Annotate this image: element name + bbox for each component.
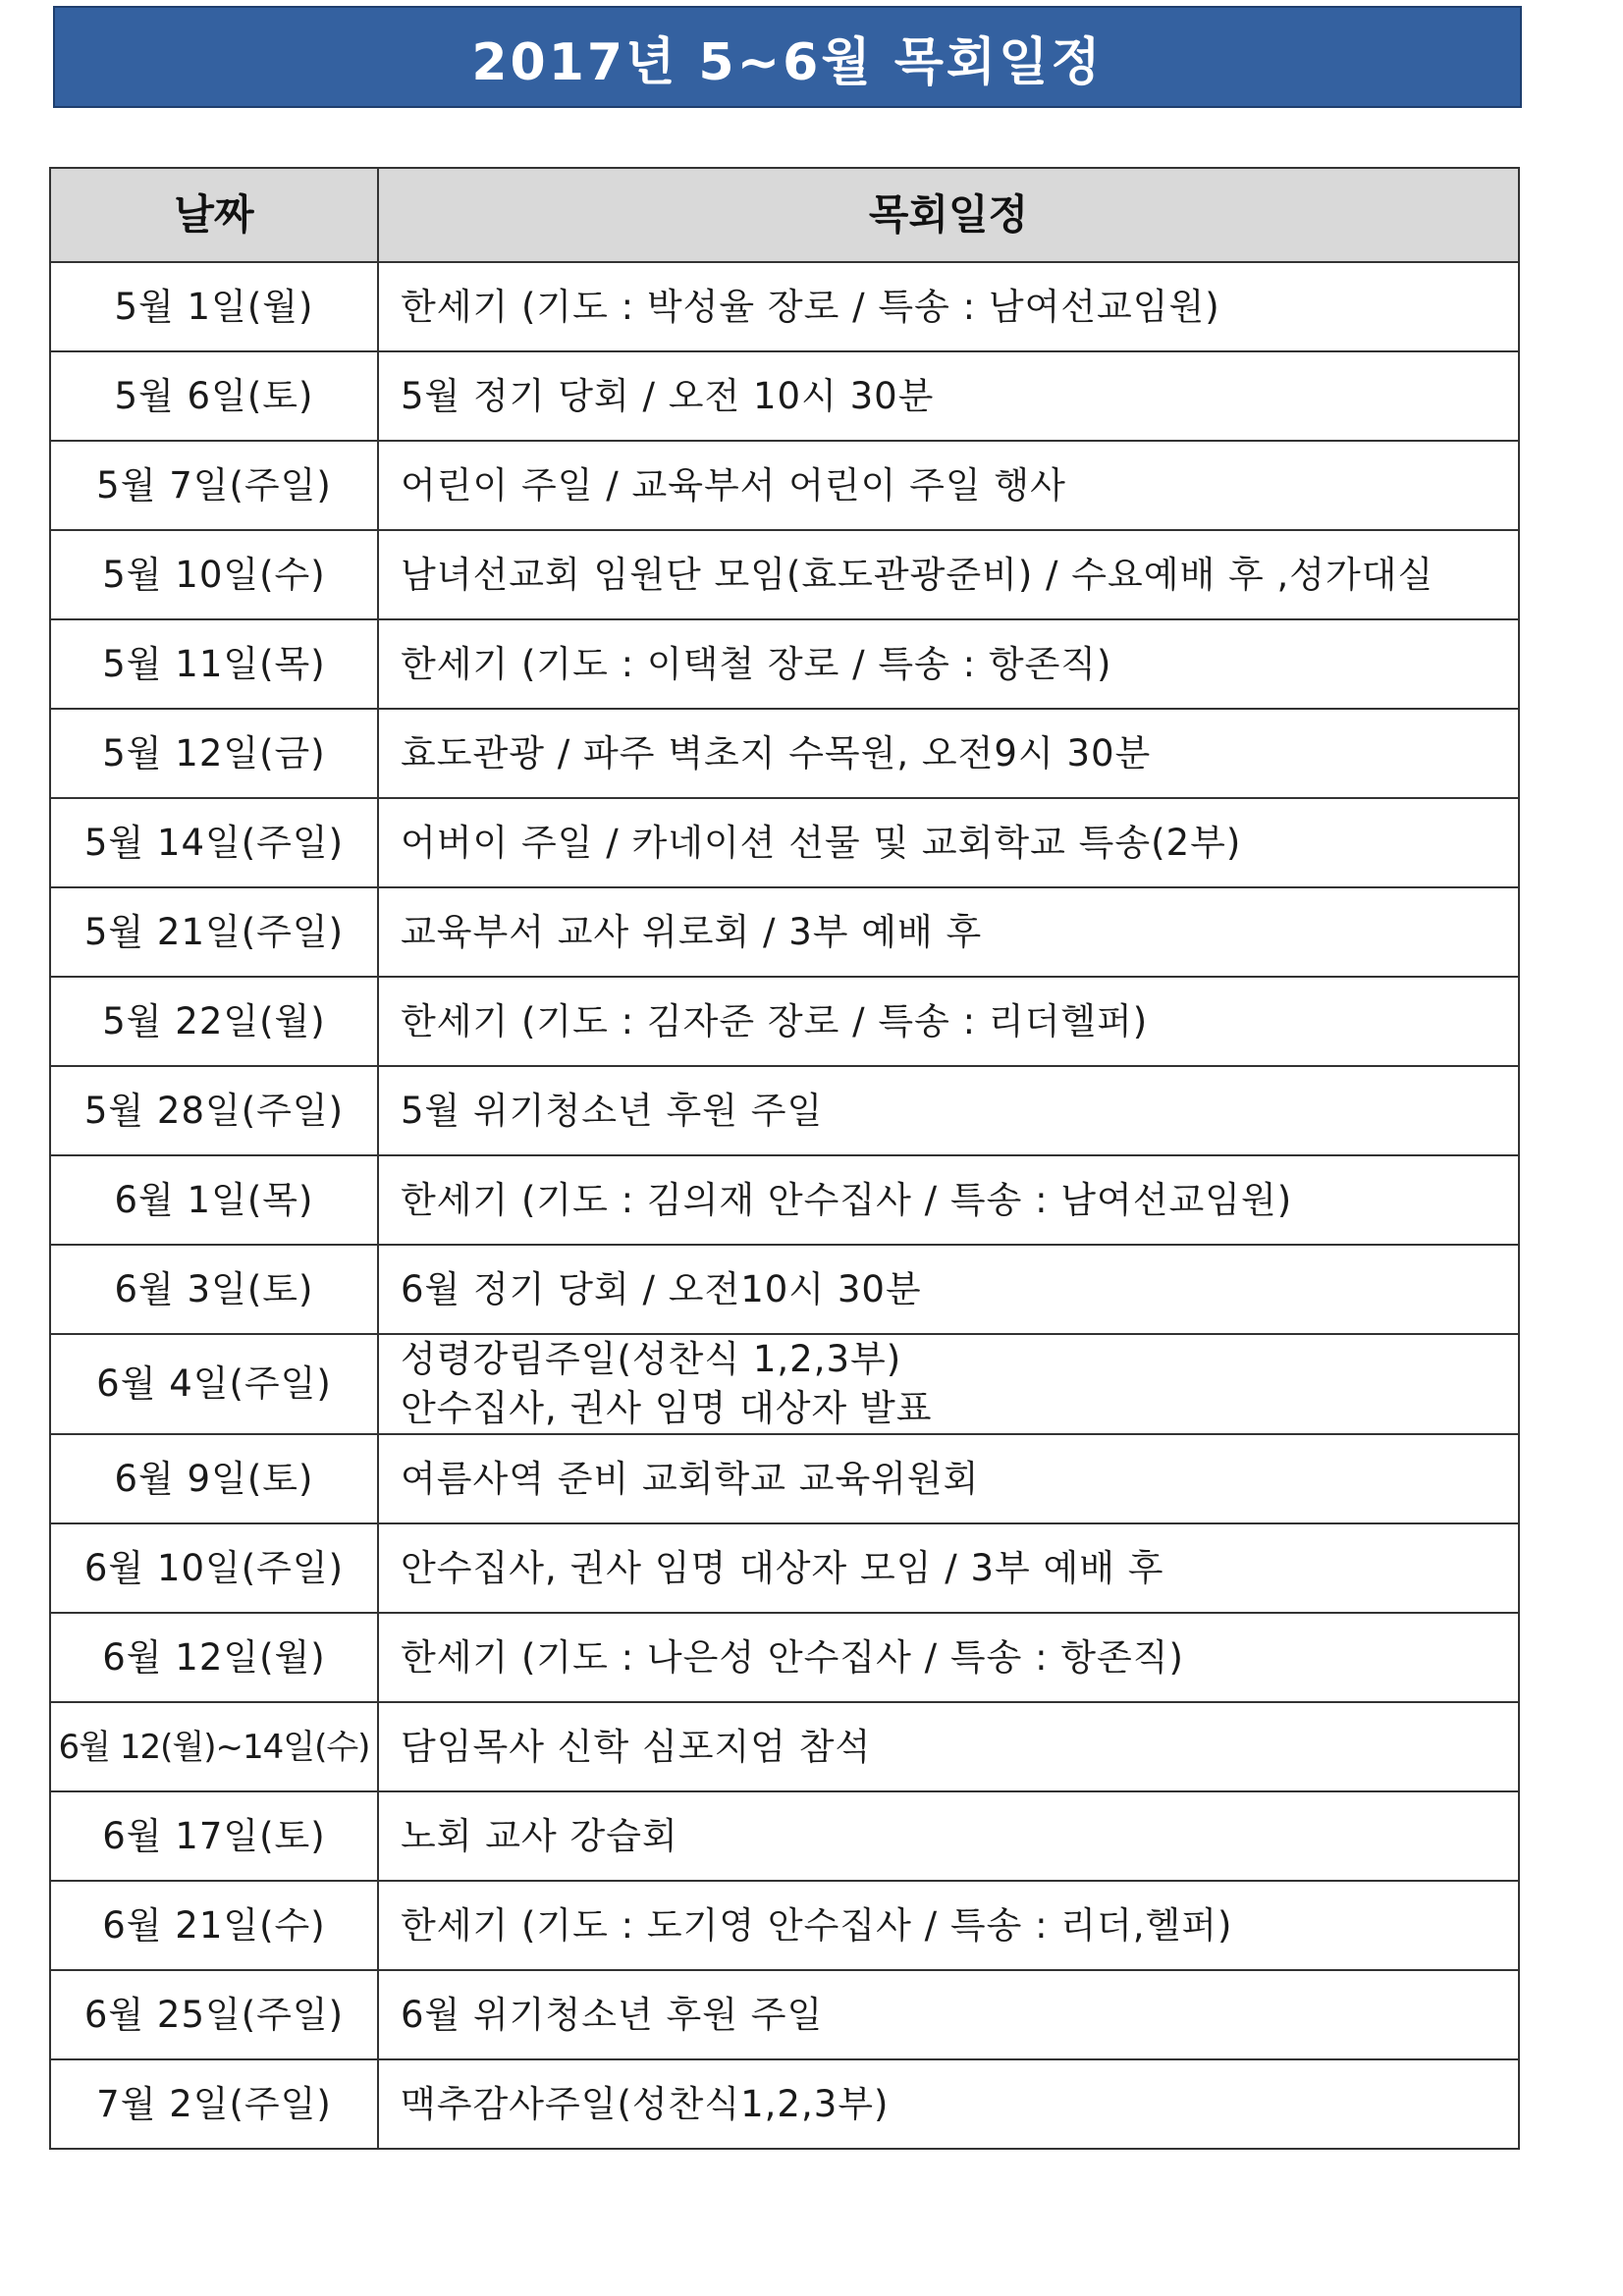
event-cell <box>378 1434 1519 1523</box>
table-row <box>50 2059 1519 2149</box>
date-cell: 5월 12일(금) <box>50 709 378 798</box>
schedule-table <box>49 167 1520 2150</box>
table-row <box>50 530 1519 619</box>
date-cell: 7월 2일(주일) <box>50 2059 378 2149</box>
event-cell <box>378 887 1519 977</box>
table-row <box>50 709 1519 798</box>
table-row <box>50 262 1519 351</box>
date-column-header: 날짜 <box>50 168 378 262</box>
event-text: 어린이 주일 / 교육부서 어린이 주일 행사 <box>401 463 1066 507</box>
event-cell <box>378 1523 1519 1613</box>
event-text: 한세기 (기도 : 도기영 안수집사 / 특송 : 리더,헬퍼) <box>401 1903 1233 1947</box>
table-row <box>50 1970 1519 2059</box>
table-row <box>50 887 1519 977</box>
table-row <box>50 1434 1519 1523</box>
event-text: 한세기 (기도 : 박성율 장로 / 특송 : 남여선교임원) <box>401 285 1220 328</box>
event-cell <box>378 977 1519 1066</box>
date-cell: 6월 9일(토) <box>50 1434 378 1523</box>
date-cell: 6월 4일(주일) <box>50 1334 378 1434</box>
date-cell: 6월 25일(주일) <box>50 1970 378 2059</box>
event-text: 교육부서 교사 위로회 / 3부 예배 후 <box>401 910 983 953</box>
date-cell: 6월 3일(토) <box>50 1245 378 1334</box>
event-text: 안수집사, 권사 임명 대상자 발표 <box>401 1387 933 1429</box>
event-text: 어버이 주일 / 카네이션 선물 및 교회학교 특송(2부) <box>401 821 1242 864</box>
table-row <box>50 1066 1519 1155</box>
event-cell <box>378 1334 1519 1434</box>
table-row <box>50 1523 1519 1613</box>
event-cell <box>378 1155 1519 1245</box>
date-cell: 6월 17일(토) <box>50 1791 378 1881</box>
event-text: 맥추감사주일(성찬식1,2,3부) <box>401 2082 890 2125</box>
event-column-header: 목회일정 <box>378 168 1519 262</box>
event-cell <box>378 1791 1519 1881</box>
date-cell: 5월 28일(주일) <box>50 1066 378 1155</box>
title-banner <box>53 6 1522 108</box>
event-cell <box>378 441 1519 530</box>
event-text: 효도관광 / 파주 벽초지 수목원, 오전9시 30분 <box>401 731 1152 774</box>
event-text: 5월 위기청소년 후원 주일 <box>401 1089 824 1132</box>
table-row <box>50 619 1519 709</box>
table-row <box>50 977 1519 1066</box>
event-text: 6월 정기 당회 / 오전10시 30분 <box>401 1267 922 1310</box>
table-row <box>50 351 1519 441</box>
event-cell <box>378 1245 1519 1334</box>
event-text: 한세기 (기도 : 김자준 장로 / 특송 : 리더헬퍼) <box>401 999 1149 1042</box>
event-text: 6월 위기청소년 후원 주일 <box>401 1993 824 2036</box>
event-text: 한세기 (기도 : 김의재 안수집사 / 특송 : 남여선교임원) <box>401 1178 1293 1221</box>
event-text: 성령강림주일(성찬식 1,2,3부) <box>401 1338 902 1380</box>
event-cell <box>378 619 1519 709</box>
event-cell <box>378 530 1519 619</box>
date-cell: 6월 21일(수) <box>50 1881 378 1970</box>
event-text: 안수집사, 권사 임명 대상자 모임 / 3부 예배 후 <box>401 1546 1164 1589</box>
event-cell <box>378 1066 1519 1155</box>
event-text: 노회 교사 강습회 <box>401 1814 678 1857</box>
table-header-row <box>50 168 1519 262</box>
event-text: 여름사역 준비 교회학교 교육위원회 <box>401 1457 980 1500</box>
table-row <box>50 1791 1519 1881</box>
event-text: 한세기 (기도 : 나은성 안수집사 / 특송 : 항존직) <box>401 1635 1184 1679</box>
event-cell <box>378 1702 1519 1791</box>
date-cell: 5월 21일(주일) <box>50 887 378 977</box>
table-row <box>50 798 1519 887</box>
date-cell: 5월 1일(월) <box>50 262 378 351</box>
event-cell <box>378 798 1519 887</box>
event-text: 한세기 (기도 : 이택철 장로 / 특송 : 항존직) <box>401 642 1112 685</box>
event-cell <box>378 1613 1519 1702</box>
event-cell <box>378 351 1519 441</box>
page-title: 2017년 5~6월 목회일정 <box>471 32 1104 92</box>
date-cell: 5월 10일(수) <box>50 530 378 619</box>
table-row <box>50 1881 1519 1970</box>
event-text: 남녀선교회 임원단 모임(효도관광준비) / 수요예배 후 ,성가대실 <box>401 553 1434 596</box>
table-row <box>50 1613 1519 1702</box>
event-cell <box>378 262 1519 351</box>
event-cell <box>378 1881 1519 1970</box>
table-row <box>50 1245 1519 1334</box>
date-cell: 5월 14일(주일) <box>50 798 378 887</box>
date-cell: 6월 12일(월) <box>50 1613 378 1702</box>
date-cell: 6월 1일(목) <box>50 1155 378 1245</box>
date-cell: 5월 22일(월) <box>50 977 378 1066</box>
table-row <box>50 1334 1519 1434</box>
event-text: 5월 정기 당회 / 오전 10시 30분 <box>401 374 935 417</box>
date-cell: 5월 7일(주일) <box>50 441 378 530</box>
table-row <box>50 1702 1519 1791</box>
table-row <box>50 1155 1519 1245</box>
date-cell: 5월 11일(목) <box>50 619 378 709</box>
date-cell: 5월 6일(토) <box>50 351 378 441</box>
event-text: 담임목사 신학 심포지엄 참석 <box>401 1725 872 1768</box>
event-cell <box>378 1970 1519 2059</box>
event-cell <box>378 2059 1519 2149</box>
date-cell: 6월 12(월)~14일(수) <box>50 1702 378 1791</box>
schedule-body <box>50 262 1519 2149</box>
date-cell: 6월 10일(주일) <box>50 1523 378 1613</box>
table-row <box>50 441 1519 530</box>
event-cell <box>378 709 1519 798</box>
